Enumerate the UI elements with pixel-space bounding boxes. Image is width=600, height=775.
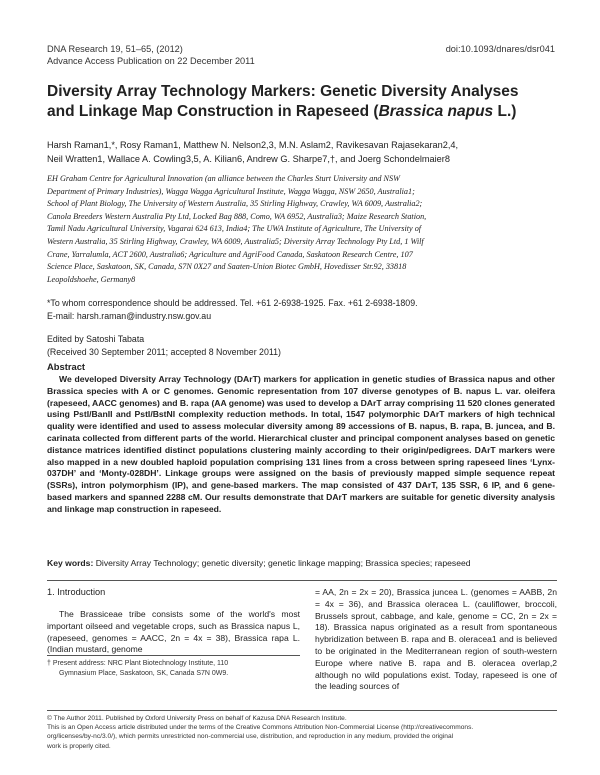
affiliation-line: Department of Primary Industries), Wagga Wagga Agricultural Institute, Wagga Wagga, NSW 2650, Australia1; [47,186,415,196]
license-line: work is properly cited. [47,742,111,750]
title-line-1: Diversity Array Technology Markers: Genetic Diversity Analyses [47,83,519,100]
abstract-heading: Abstract [47,361,86,372]
introduction-heading: 1. Introduction [47,587,106,597]
correspondence-contact: *To whom correspondence should be addressed. Tel. +61 2-6938-1925. Fax. +61 2-6938-1809. [47,298,418,308]
keywords-list: Diversity Array Technology; genetic diversity; genetic linkage mapping; Brassica species; rapeseed [95,558,471,568]
footnote [47,659,300,679]
affiliation-line: Leopoldshoehe, Germany8 [47,274,136,284]
author-list [47,139,567,166]
received-accepted-dates: (Received 30 September 2011; accepted 8 November 2011) [47,346,281,357]
affiliation-line: Canola Breeders Western Australia Pty Ltd, Locked Bag 888, Como, WA 6952, Australia3; Maize Research Station, [47,211,427,221]
authors-line-1: Harsh Raman1,*, Rosy Raman1, Matthew N. Nelson2,3, M.N. Aslam2, Ravikesavan Rajasekaran2,4, [47,140,459,150]
license-line: org/licenses/by-nc/3.0/), which permits unrestricted non-commercial use, distribution, and reproduction in any medium, provided the original [47,733,454,741]
title-line-2-prefix: and Linkage Map Construction in Rapeseed ( [47,103,379,120]
license-divider [47,710,557,711]
license-notice [47,714,567,751]
journal-citation: DNA Research 19, 51–65, (2012) [47,44,183,54]
affiliation-line: Crane, Yarralumla, ACT 2600, Australia6; Agriculture and AgriFood Canada, Saskatoon Research Centre, 107 [47,249,413,259]
footnote-divider [47,655,300,656]
section-divider [47,580,557,581]
paper-title [47,82,557,122]
correspondence [47,297,567,323]
footnote-line-1: † Present address: NRC Plant Biotechnology Institute, 110 [47,660,229,667]
affiliations [47,173,570,286]
intro-column-right: = AA, 2n = 2x = 20), Brassica juncea L. (genomes = AABB, 2n = 4x = 36), and Brassica oleracea L. (cauliflower, broccoli, Brussels sprout, cabbage, and kale, genome = CC, 2n = 2x = 18). Brassica napus originated as a result from spontaneous hybridization between B. rapa and B. oleracea1 and is believed to be originated in the Mediterranean region of south-western Europe where native B. rapa and B. oleracea overlap,2 although no wild populations exist. Today, rapeseed is one of the leading sources of [315,587,557,692]
footnote-line-2: Gymnasium Place, Saskatoon, SK, Canada S7N 0W9. [59,670,229,677]
title-line-2 [47,102,557,122]
keywords [47,558,557,570]
affiliation-line: EH Graham Centre for Agricultural Innovation (an alliance between the Charles Sturt University and NSW [47,174,400,183]
title-line-2-suffix: L.) [493,103,517,120]
license-line: © The Author 2011. Published by Oxford University Press on behalf of Kazusa DNA Research Institute. [47,715,347,722]
correspondence-email[interactable]: E-mail: harsh.raman@industry.nsw.gov.au [47,311,212,321]
affiliation-line: School of Plant Biology, The University of Western Australia, 35 Stirling Highway, Crawley, WA 6009, Australia2; [47,199,423,209]
edited-by: Edited by Satoshi Tabata [47,334,145,344]
license-line: This is an Open Access article distributed under the terms of the Creative Commons Attribution Non-Commercial License (http://creativecommons. [47,724,474,732]
authors-line-2: Neil Wratten1, Wallace A. Cowling3,5, A. Kilian6, Andrew G. Sharpe7,†, and Joerg Schondelmaier8 [47,153,450,164]
intro-column-left: The Brassiceae tribe consists some of the world's most important oilseed and vegetable crops, such as Brassica napus L, (rapeseed, genomes = AACC, 2n = 4x = 38), Brassica rapa L. (Indian mustard, genome [47,609,300,655]
affiliation-line: Tamil Nadu Agricultural University, Vagarai 624 613, India4; The UWA Institute of Agriculture, The University of [47,224,422,234]
doi-link[interactable]: doi:10.1093/dnares/dsr041 [445,44,555,54]
affiliation-line: Science Place, Saskatoon, SK, Canada, S7N 0X27 and Saaten-Union Biotec GmbH, Hovedisser Str.92, 33818 [47,262,407,272]
abstract-text: We developed Diversity Array Technology (DArT) markers for application in genetic studies of Brassica napus and other Brassica species with A or C genomes. Genomic representation from 107 diverse genotypes of B. napus L. var. oleifera (rapeseed, AACC genomes) and B. rapa (AA genome) was used to develop a DArT array comprising 11 520 clones generated using PstI/BanII and PstI/BstNI complexity reduction methods. In total, 1547 polymorphic DArT markers of high technical quality were identified and used to assess molecular diversity among 89 accessions of B. napus, B. rapa, B. juncea, and B. carinata collected from different parts of the world. Hierarchical cluster and principal component analyses based on genetic distance matrices identified distinct populations clustering mainly according to their origin/pedigrees. DArT markers were also mapped in a new doubled haploid population comprising 131 lines from a cross between spring rapeseed lines ‘Lynx-037DH’ and ‘Monty-028DH’. Linkage groups were assigned on the basis of previously mapped simple sequence repeat (SSRs), intron polymorphism (IP), and gene-based markers. The map consisted of 437 DArT, 135 SSR, 6 IP, and 6 gene-based markers and spanned 2288 cM. Our results demonstrate that DArT markers are suitable for genetic diversity analysis and linkage map construction in rapeseed. [47,374,555,514]
advance-access-date: Advance Access Publication on 22 December 2011 [47,56,255,66]
affiliation-line: Western Australia, 35 Stirling Highway, Crawley, WA 6009, Australia5; Diversity Array Technology Pty Ltd, 1 Wilf [47,236,424,246]
editorial-info [47,333,567,358]
keywords-label: Key words: [47,558,94,568]
title-species: Brassica napus [378,103,494,120]
